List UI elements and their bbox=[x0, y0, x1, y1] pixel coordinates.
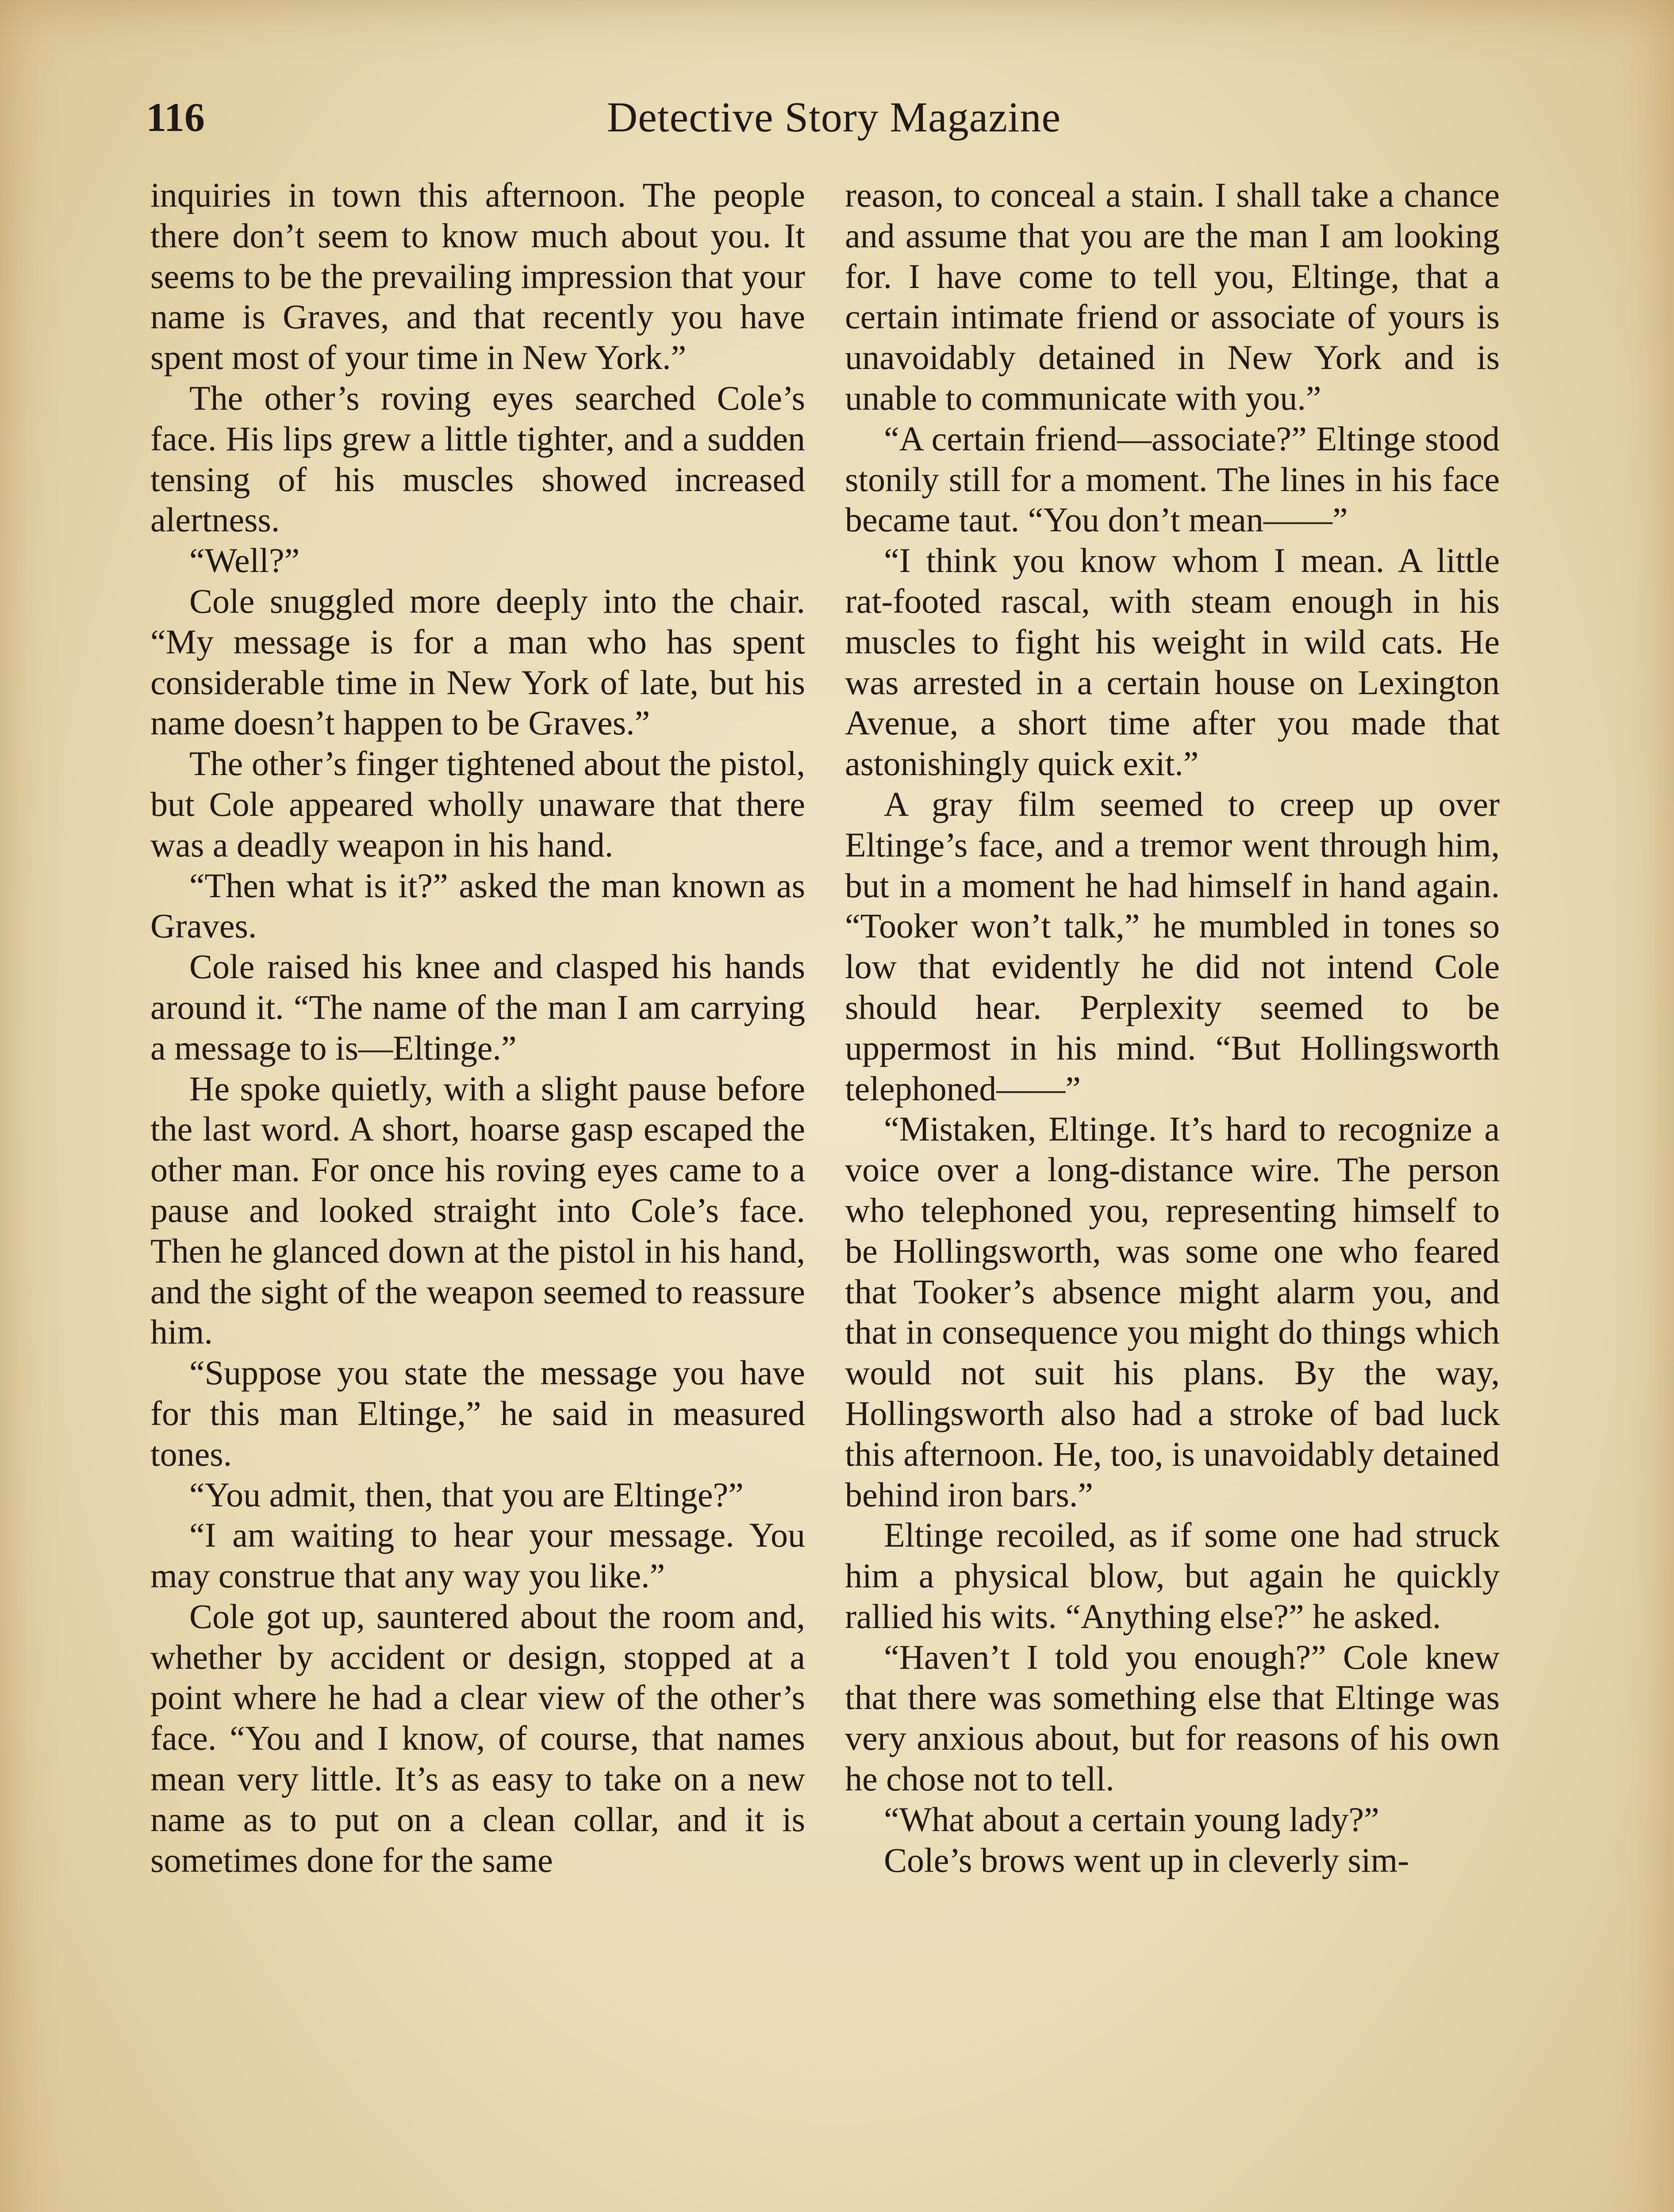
paragraph: Cole’s brows went up in cleverly sim- bbox=[884, 1840, 1409, 1879]
paragraph: “Then what is it?” asked the man known as Graves. bbox=[150, 866, 805, 945]
page-number: 116 bbox=[146, 95, 205, 140]
paragraph: Cole got up, sauntered about the room and, whether by accident or design, stopped at a point where he had a clear view of the other’s face. “You and I know, of course, that names mean very little. It’s as easy to take on a new name as to put on a clean collar, and it is sometimes done for the same bbox=[150, 1597, 805, 1879]
paragraph: “A certain friend—associate?” Eltinge stood stonily still for a moment. The lines in his face became taut. “You don’t mean——” bbox=[845, 419, 1500, 539]
paragraph: “I am waiting to hear your message. You may construe that any way you like.” bbox=[150, 1516, 805, 1595]
text-column-right bbox=[845, 175, 1500, 1880]
text-column-left bbox=[150, 175, 805, 1880]
running-title: Detective Story Magazine bbox=[607, 93, 1061, 141]
paragraph: Eltinge recoiled, as if some one had struck him a physical blow, but again he quickly rallied his wits. “Anything else?” he asked. bbox=[845, 1516, 1500, 1636]
paragraph: “Suppose you state the message you have for this man Eltinge,” he said in measured tones. bbox=[150, 1353, 805, 1473]
paragraph: “Mistaken, Eltinge. It’s hard to recognize a voice over a long-distance wire. The person who telephoned you, representing himself to be Hollingsworth, was some one who feared that Tooker’s absence might alarm you, and that in consequence you might do things which would not suit his plans. By the way, Hollingsworth also had a stroke of bad luck this afternoon. He, too, is unavoidably detained behind iron bars.” bbox=[845, 1110, 1500, 1514]
paragraph: “Haven’t I told you enough?” Cole knew that there was something else that Eltinge was very anxious about, but for reasons of his own he chose not to tell. bbox=[845, 1637, 1500, 1798]
paragraph: “What about a certain young lady?” bbox=[884, 1800, 1379, 1839]
paragraph: The other’s finger tightened about the pistol, but Cole appeared wholly unaware that there was a deadly weapon in his hand. bbox=[150, 744, 805, 864]
paragraph: A gray film seemed to creep up over Eltinge’s face, and a tremor went through him, but in a moment he had himself in hand again. “Tooker won’t talk,” he mumbled in tones so low that evidently he did not intend Cole should hear. Perplexity seemed to be uppermost in his mind. “But Hollingsworth telephoned——” bbox=[845, 784, 1500, 1108]
paragraph: inquiries in town this afternoon. The people there don’t seem to know much about you. It seems to be the prevailing impression that your name is Graves, and that recently you have spent most of your time in New York.” bbox=[150, 176, 805, 377]
paragraph: “Well?” bbox=[189, 541, 300, 580]
paragraph: Cole raised his knee and clasped his hands around it. “The name of the man I am carrying a message to is—Eltinge.” bbox=[150, 947, 805, 1067]
paragraph: “You admit, then, that you are Eltinge?” bbox=[189, 1475, 744, 1514]
paragraph: “I think you know whom I mean. A little rat-footed rascal, with steam enough in his muscles to fight his weight in wild cats. He was arrested in a certain house on Lexington Avenue, a short time after you made that astonishingly quick exit.” bbox=[845, 541, 1500, 783]
paragraph: The other’s roving eyes searched Cole’s face. His lips grew a little tighter, and a sudden tensing of his muscles showed increased alertness. bbox=[150, 378, 805, 539]
paragraph: reason, to conceal a stain. I shall take a chance and assume that you are the man I am looking for. I have come to tell you, Eltinge, that a certain intimate friend or associate of yours is unavoidably detained in New York and is unable to communicate with you.” bbox=[845, 176, 1500, 417]
paragraph: Cole snuggled more deeply into the chair. “My message is for a man who has spent considerable time in New York of late, but his name doesn’t happen to be Graves.” bbox=[150, 581, 805, 742]
paragraph: He spoke quietly, with a slight pause before the last word. A short, hoarse gasp escaped the other man. For once his roving eyes came to a pause and looked straight into Cole’s face. Then he glanced down at the pistol in his hand, and the sight of the weapon seemed to reassure him. bbox=[150, 1069, 805, 1352]
page-header bbox=[146, 84, 1522, 150]
